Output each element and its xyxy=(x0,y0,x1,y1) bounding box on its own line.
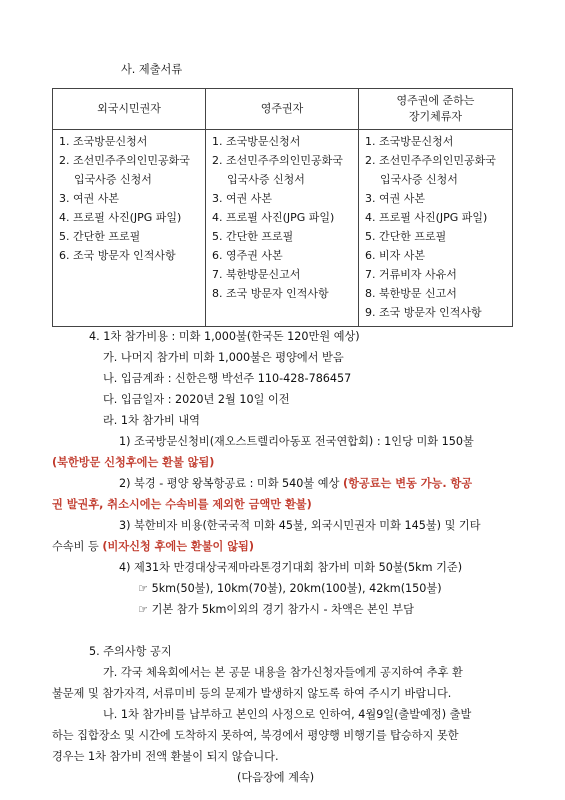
column-long-term-resident xyxy=(359,130,513,327)
fee-breakdown-3-warning: (비자신청 후에는 환불이 않됨) xyxy=(102,540,254,553)
notice-title: 5. 주의사항 공지 xyxy=(89,645,172,658)
list-item: 1. 조국방문신청서 xyxy=(365,135,454,148)
fee-breakdown-4-note: ☞ 기본 참가 5km이외의 경기 참가시 - 차액은 본인 부담 xyxy=(138,603,414,616)
header-long-term-resident xyxy=(359,89,513,130)
fee-item-na: 나. 입금계좌 : 신한은행 박선주 110-428-786457 xyxy=(103,372,352,385)
list-item: 5. 간단한 프로필 xyxy=(212,230,294,243)
list-item: 6. 조국 방문자 인적사항 xyxy=(59,249,176,262)
list-item: 8. 조국 방문자 인적사항 xyxy=(212,287,329,300)
fee-breakdown-3-line1: 3) 북한비자 비용(한국국적 미화 45불, 외국시민권자 미화 145불) 및 기타 xyxy=(119,519,481,532)
header-foreign-citizen xyxy=(53,89,206,130)
table-header-row xyxy=(53,89,513,130)
list-item: 7. 북한방문신고서 xyxy=(212,268,301,281)
column-permanent-resident xyxy=(206,130,359,327)
list-item: 5. 간단한 프로필 xyxy=(365,230,447,243)
fee-breakdown-3-line2 xyxy=(52,540,254,554)
list-item: 4. 프로필 사진(JPG 파일) xyxy=(59,211,182,224)
fee-breakdown-2-warning-a: (항공료는 변동 가능. 항공 xyxy=(342,477,473,490)
list-item: 4. 프로필 사진(JPG 파일) xyxy=(365,211,488,224)
fee-breakdown-1: 1) 조국방문신청비(재오스트렐리아동포 전국연합회) : 1인당 미화 150불 xyxy=(119,435,474,448)
fee-breakdown-2: 2) 북경 - 평양 왕복항공료 : 미화 540불 예상 xyxy=(119,477,340,490)
notice-ga-line2: 불문제 및 참가자격, 서류미비 등의 문제가 발생하지 않도록 하여 주시기 바랍니다. xyxy=(52,687,452,700)
list-item: 3. 여권 사본 xyxy=(59,192,119,205)
fee-breakdown-2-warning-b: 권 발권후, 취소시에는 수속비를 제외한 금액만 환불) xyxy=(52,498,312,511)
fee-breakdown-4: 4) 제31차 만경대상국제마라톤경기대회 참가비 미화 50불(5km 기준) xyxy=(119,561,463,574)
list-item: 7. 거류비자 사유서 xyxy=(365,268,457,281)
header-line: 영주권에 준하는 xyxy=(396,94,475,107)
fee-breakdown-4-distances: ☞ 5km(50불), 10km(70불), 20km(100불), 42km(150불) xyxy=(138,582,442,595)
list-item: 8. 북한방문 신고서 xyxy=(365,287,457,300)
list-item: 2. 조선민주주의인민공화국 xyxy=(59,154,190,167)
fee-breakdown-3: 수속비 등 xyxy=(52,540,99,553)
documents-table xyxy=(52,88,513,327)
header-permanent-resident xyxy=(206,89,359,130)
continued-note: (다음장에 계속) xyxy=(237,771,315,784)
notice-ga-line1: 가. 각국 체육회에서는 본 공문 내용을 참가신청자들에게 공지하여 추후 환 xyxy=(103,666,463,679)
list-item: 9. 조국 방문자 인적사항 xyxy=(365,306,482,319)
notice-na-line3: 경우는 1차 참가비 전액 환불이 되지 않습니다. xyxy=(52,750,279,763)
table-row xyxy=(53,130,513,327)
fee-breakdown-1-warning: (북한방문 신청후에는 환불 않됨) xyxy=(52,456,215,469)
list-item: 6. 영주권 사본 xyxy=(212,249,283,262)
fee-item-da: 다. 입금일자 : 2020년 2월 10일 이전 xyxy=(103,393,290,406)
list-item: 2. 조선민주주의인민공화국 xyxy=(365,154,496,167)
notice-na-line2: 하는 집합장소 및 시간에 도착하지 못하여, 북경에서 평양행 비행기를 탑승하지 못한 xyxy=(52,729,459,742)
fee-item-ga: 가. 나머지 참가비 미화 1,000불은 평양에서 받음 xyxy=(103,351,344,364)
header-line: 장기체류자 xyxy=(408,110,463,123)
fee-breakdown-2-line1 xyxy=(119,477,472,491)
header-line: 영주권자 xyxy=(260,102,304,115)
list-item: 3. 여권 사본 xyxy=(365,192,425,205)
list-item: 입국사증 신청서 xyxy=(227,173,305,186)
list-item: 5. 간단한 프로필 xyxy=(59,230,141,243)
list-item: 입국사증 신청서 xyxy=(380,173,458,186)
column-foreign-citizen xyxy=(53,130,206,327)
list-item: 2. 조선민주주의인민공화국 xyxy=(212,154,343,167)
notice-na-line1: 나. 1차 참가비를 납부하고 본인의 사정으로 인하여, 4월9일(출발예정) 출발 xyxy=(103,708,472,721)
list-item: 3. 여권 사본 xyxy=(212,192,272,205)
list-item: 1. 조국방문신청서 xyxy=(212,135,301,148)
header-line: 외국시민권자 xyxy=(97,102,161,115)
list-item: 4. 프로필 사진(JPG 파일) xyxy=(212,211,335,224)
fee-title: 4. 1차 참가비용 : 미화 1,000불(한국돈 120만원 예상) xyxy=(89,330,360,343)
fee-item-ra: 라. 1차 참가비 내역 xyxy=(103,414,200,427)
list-item: 1. 조국방문신청서 xyxy=(59,135,148,148)
list-item: 입국사증 신청서 xyxy=(74,173,152,186)
section-title: 사. 제출서류 xyxy=(121,63,183,76)
list-item: 6. 비자 사본 xyxy=(365,249,425,262)
